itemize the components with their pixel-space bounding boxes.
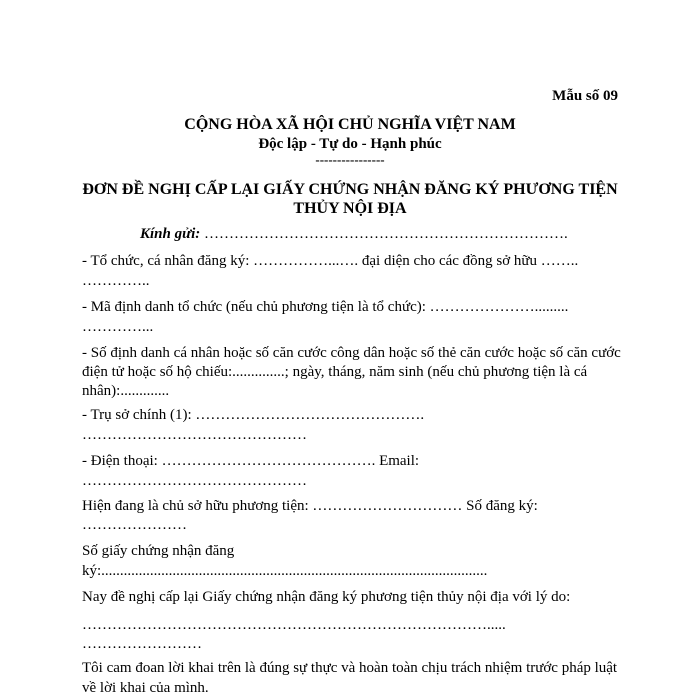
head-office-field-line-2: ……………………………………… (82, 427, 307, 443)
document-title-line-2: THỦY NỘI ĐỊA (293, 200, 407, 217)
reason-field-line-1: Nay đề nghị cấp lại Giấy chứng nhận đăng ký phương tiện thủy nội địa với lý do: (82, 589, 571, 605)
document-title-line-1: ĐƠN ĐỀ NGHỊ CẤP LẠI GIẤY CHỨNG NHẬN ĐĂNG KÝ PHƯƠNG TIỆN (82, 181, 618, 198)
org-id-field-line-1: - Mã định danh tổ chức (nếu chủ phương tiện là tổ chức): …………………......... (82, 299, 569, 315)
national-motto: Độc lập - Tự do - Hạnh phúc (258, 136, 442, 152)
owner-field-line-1: - Tổ chức, cá nhân đăng ký: ……………...…. đại diện cho các đồng sở hữu …….. (82, 253, 579, 269)
phone-email-field-line-2: ……………………………………… (82, 473, 307, 489)
personal-id-field-line-1: - Số định danh cá nhân hoặc số căn cước công dân hoặc số thẻ căn cước hoặc số căn cước (82, 345, 621, 361)
personal-id-field-line-2: điện tử hoặc số hộ chiếu:..............; ngày, tháng, năm sinh (nếu chủ phương tiện là cá (82, 364, 588, 380)
personal-id-field-line-3: nhân):............. (82, 383, 170, 399)
addressee-line (140, 226, 568, 243)
owner-field-line-2: ………….. (82, 273, 150, 289)
phone-email-field-line-1: - Điện thoại: ……………………………………. Email: (82, 453, 420, 469)
pledge-line-1: Tôi cam đoan lời khai trên là đúng sự thực và hoàn toàn chịu trách nhiệm trước pháp luật (82, 660, 618, 676)
form-number: Mẫu số 09 (552, 88, 618, 104)
reason-field-line-3: …………………… (82, 636, 202, 652)
header-separator: ---------------- (315, 152, 385, 167)
head-office-field-line-1: - Trụ sở chính (1): ………………………………………. (82, 407, 425, 423)
addressee-label: Kính gửi: (140, 226, 201, 242)
vessel-owner-field-line-1: Hiện đang là chủ sở hữu phương tiện: ………………………… Số đăng ký: (82, 498, 538, 514)
org-id-field-line-2: …………... (82, 319, 154, 335)
national-title: CỘNG HÒA XÃ HỘI CHỦ NGHĨA VIỆT NAM (184, 116, 516, 133)
certificate-number-field-line-1: Số giấy chứng nhận đăng (82, 543, 235, 559)
certificate-number-field-line-2: ký:....................................................................................................... (82, 563, 488, 579)
reason-field-line-2: ………………………………………………………………………..... (82, 617, 506, 633)
vessel-owner-field-line-2: ………………… (82, 517, 187, 533)
pledge-line-2: về lời khai của mình. (82, 680, 209, 696)
addressee-value: ………………………………………………………………. (200, 226, 568, 242)
